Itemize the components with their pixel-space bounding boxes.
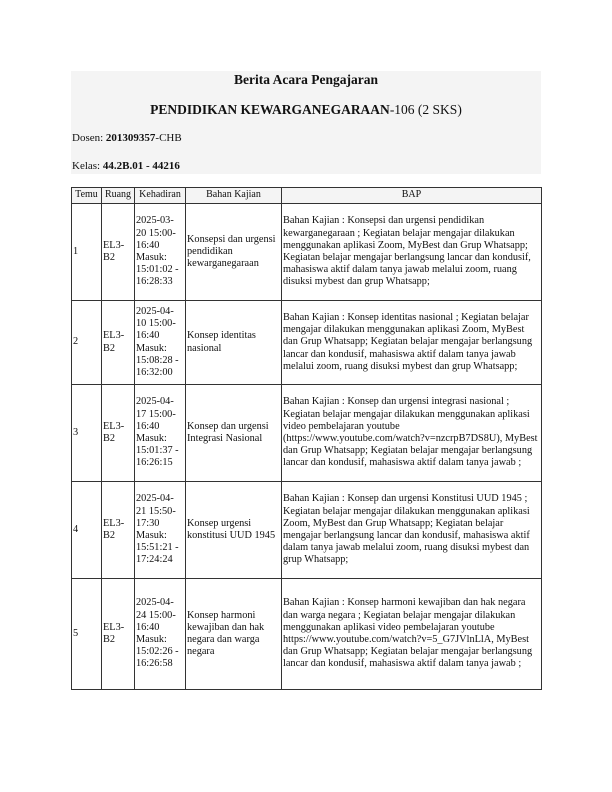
dosen-suffix: -CHB [155, 132, 182, 144]
cell-temu: 4 [72, 482, 102, 579]
course-name: PENDIDIKAN KEWARGANEGARAAN [150, 102, 390, 117]
cell-bap: Bahan Kajian : Konsep identitas nasional ; Kegiatan belajar mengajar dilakukan menggunakan aplikasi Zoom, MyBest dan Grup Whatsapp; Kegiatan belajar mengajar berlangsung lancar dan kondusif, mahasiswa aktif dalam tanya jawab melalui zoom, ruang disuksi mybest dan grup Whatsapp; [282, 301, 542, 385]
cell-kehadiran: 2025-04-10 15:00-16:40 Masuk: 15:08:28 - 16:32:00 [135, 301, 186, 385]
kelas-line [72, 160, 180, 173]
col-header-kehadiran: Kehadiran [135, 188, 186, 204]
bap-table [71, 187, 542, 690]
cell-kehadiran: 2025-03-20 15:00-16:40 Masuk: 15:01:02 - 16:28:33 [135, 204, 186, 301]
cell-bap: Bahan Kajian : Konsep dan urgensi Konstitusi UUD 1945 ; Kegiatan belajar mengajar dilakukan menggunakan aplikasi Zoom, MyBest dan Grup Whatsapp; Kegiatan belajar mengajar berlangsung lancar dan kondusif, mahasiswa aktif dalam tanya jawab melalui zoom, ruang disuksi mybest dan grup Whatsapp; [282, 482, 542, 579]
cell-bap: Bahan Kajian : Konsep dan urgensi integrasi nasional ; Kegiatan belajar mengajar dilakukan menggunakan aplikasi video pembelajaran youtube (https://www.youtube.com/watch?v=nzcrpB7DS8U), MyBest dan Grup Whatsapp; Kegiatan belajar mengajar berlangsung lancar dan kondusif, mahasiswa aktif dalam tanya jawab ; [282, 385, 542, 482]
dosen-label: Dosen: [72, 132, 106, 144]
document-title: Berita Acara Pengajaran [234, 72, 378, 87]
course-title [71, 102, 541, 118]
cell-temu: 3 [72, 385, 102, 482]
cell-kehadiran: 2025-04-17 15:00-16:40 Masuk: 15:01:37 - 16:26:15 [135, 385, 186, 482]
col-header-bap: BAP [282, 188, 542, 204]
cell-kehadiran: 2025-04-21 15:50-17:30 Masuk: 15:51:21 - 17:24:24 [135, 482, 186, 579]
table-row [72, 204, 542, 301]
dosen-id: 201309357 [105, 132, 156, 144]
col-header-temu: Temu [72, 188, 102, 204]
cell-ruang: EL3-B2 [102, 482, 135, 579]
col-header-bahan-kajian: Bahan Kajian [186, 188, 282, 204]
kelas-value: 44.2B.01 - 44216 [102, 160, 180, 172]
col-header-ruang: Ruang [102, 188, 135, 204]
cell-bap: Bahan Kajian : Konsep harmoni kewajiban dan hak negara dan warga negara ; Kegiatan belajar mengajar dilakukan menggunakan aplikasi video pembelajaran youtube https://www.youtube.com/watch?v=5_G7JVlnLlA, MyBest dan Grup Whatsapp; Kegiatan belajar mengajar berlangsung lancar dan kondusif, mahasiswa aktif dalam tanya jawab ; [282, 579, 542, 690]
cell-ruang: EL3-B2 [102, 301, 135, 385]
course-suffix: -106 (2 SKS) [389, 102, 462, 117]
cell-bahan-kajian: Konsepsi dan urgensi pendidikan kewarganegaraan [186, 204, 282, 301]
cell-ruang: EL3-B2 [102, 385, 135, 482]
cell-kehadiran: 2025-04-24 15:00-16:40 Masuk: 15:02:26 - 16:26:58 [135, 579, 186, 690]
table-row [72, 579, 542, 690]
cell-ruang: EL3-B2 [102, 579, 135, 690]
cell-bahan-kajian: Konsep urgensi konstitusi UUD 1945 [186, 482, 282, 579]
table-row [72, 385, 542, 482]
cell-bahan-kajian: Konsep harmoni kewajiban dan hak negara dan warga negara [186, 579, 282, 690]
cell-ruang: EL3-B2 [102, 204, 135, 301]
cell-bap: Bahan Kajian : Konsepsi dan urgensi pendidikan kewarganegaraan ; Kegiatan belajar mengajar dilakukan menggunakan aplikasi Zoom, MyBest dan Grup Whatsapp; Kegiatan belajar mengajar berlangsung lancar dan kondusif, mahasiswa aktif dalam tanya jawab melalui zoom, ruang disuksi mybest dan grup Whatsapp; [282, 204, 542, 301]
table-row [72, 301, 542, 385]
cell-bahan-kajian: Konsep dan urgensi Integrasi Nasional [186, 385, 282, 482]
cell-bahan-kajian: Konsep identitas nasional [186, 301, 282, 385]
dosen-line [72, 132, 182, 145]
table-header-row [72, 188, 542, 204]
cell-temu: 1 [72, 204, 102, 301]
cell-temu: 5 [72, 579, 102, 690]
cell-temu: 2 [72, 301, 102, 385]
table-row [72, 482, 542, 579]
kelas-label: Kelas: [72, 160, 103, 172]
